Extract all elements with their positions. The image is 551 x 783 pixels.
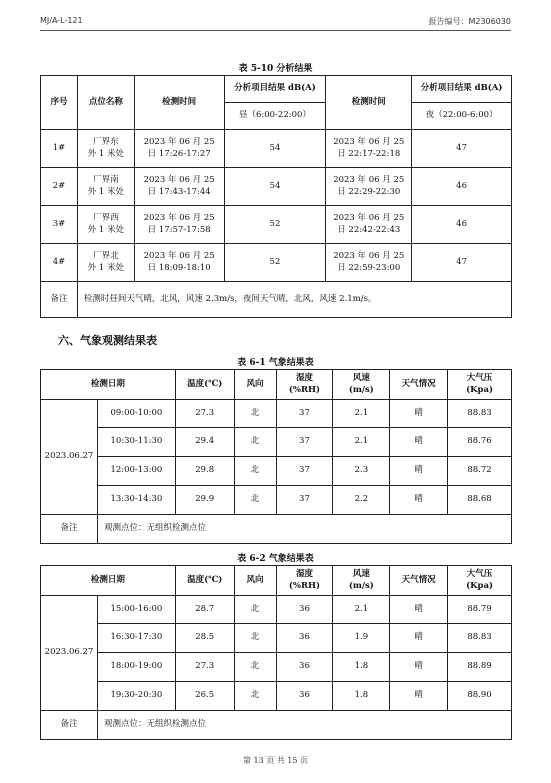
cell-night-time — [326, 168, 412, 206]
hdr-line-1: 大气压 — [466, 569, 493, 580]
point-line-2: 外 1 米处 — [87, 262, 124, 273]
cell-humidity: 37 — [276, 486, 333, 515]
page-header — [40, 14, 511, 30]
cell-temp: 29.8 — [175, 457, 234, 486]
cell-temp: 29.4 — [175, 428, 234, 457]
cell-day-value: 54 — [224, 130, 326, 168]
table-header-row — [41, 370, 512, 400]
day-period: 昼（6:00-22:00） — [224, 103, 326, 130]
hdr-line-2: (m/s) — [348, 384, 374, 395]
cell-day-time — [134, 168, 224, 206]
col-weather: 天气情况 — [390, 566, 448, 596]
hdr-line-1: 湿度 — [295, 569, 313, 580]
cell-temp: 28.5 — [175, 624, 234, 653]
hdr-line-2: (%RH) — [288, 580, 321, 591]
time-line-2: 日 22:42-22:43 — [337, 224, 401, 235]
night-period: 夜（22:00-6:00） — [412, 103, 512, 130]
note-text: 检测时昼间天气晴，北风，风速 2.3m/s，夜间天气晴，北风，风速 2.1m/s。 — [77, 282, 511, 318]
time-line-2: 日 17:57-17:58 — [147, 224, 211, 235]
cell-seq: 4# — [41, 244, 78, 282]
col-seq: 序号 — [41, 76, 78, 130]
cell-weather: 晴 — [390, 624, 448, 653]
table-6-2 — [40, 565, 512, 740]
cell-wind-speed: 2.1 — [333, 596, 390, 624]
cell-temp: 27.3 — [175, 653, 234, 682]
cell-date: 2023.06.27 — [41, 400, 98, 515]
cell-weather: 晴 — [390, 400, 448, 428]
col-result-day: 分析项目结果 dB(A) — [224, 76, 326, 103]
hdr-line-1: 风速 — [352, 373, 370, 384]
point-line-1: 厂界西 — [93, 213, 119, 224]
cell-time: 16:30-17:30 — [97, 624, 175, 653]
note-label: 备注 — [41, 282, 78, 318]
time-line-1: 2023 年 06 月 25 — [333, 213, 405, 224]
table-row — [41, 682, 512, 711]
cell-point — [77, 130, 134, 168]
cell-humidity: 37 — [276, 457, 333, 486]
cell-wind-speed: 2.1 — [333, 400, 390, 428]
cell-pressure: 88.68 — [448, 486, 512, 515]
cell-humidity: 37 — [276, 428, 333, 457]
cell-wind-speed: 2.3 — [333, 457, 390, 486]
time-line-1: 2023 年 06 月 25 — [333, 175, 405, 186]
cell-time: 09:00-10:00 — [97, 400, 175, 428]
cell-humidity: 36 — [276, 682, 333, 711]
note-text: 观测点位：无组织检测点位 — [97, 711, 511, 740]
table-6-2-caption: 表 6-2 气象结果表 — [237, 554, 314, 564]
cell-wind-speed: 1.9 — [333, 624, 390, 653]
cell-wind-speed: 1.8 — [333, 653, 390, 682]
cell-date: 2023.06.27 — [41, 596, 98, 711]
cell-wind-dir: 北 — [234, 596, 276, 624]
cell-night-time — [326, 130, 412, 168]
time-line-2: 日 22:59-23:00 — [337, 262, 401, 273]
time-line-2: 日 22:17-22:18 — [337, 148, 401, 159]
cell-wind-speed: 1.8 — [333, 682, 390, 711]
note-row — [41, 515, 512, 544]
table-header-row — [41, 76, 512, 103]
cell-night-value: 46 — [412, 168, 512, 206]
cell-wind-dir: 北 — [234, 682, 276, 711]
table-row — [41, 206, 512, 244]
hdr-line-2: (m/s) — [348, 580, 374, 591]
col-time-night: 检测时间 — [326, 76, 412, 130]
cell-weather: 晴 — [390, 596, 448, 624]
table-row — [41, 168, 512, 206]
hdr-line-1: 风速 — [352, 569, 370, 580]
cell-wind-dir: 北 — [234, 486, 276, 515]
point-line-1: 厂界东 — [93, 137, 119, 148]
cell-time: 12:00-13:00 — [97, 457, 175, 486]
hdr-line-1: 大气压 — [466, 373, 493, 384]
col-result-night: 分析项目结果 dB(A) — [412, 76, 512, 103]
time-line-2: 日 17:26-17:27 — [147, 148, 211, 159]
cell-wind-speed: 2.1 — [333, 428, 390, 457]
col-weather: 天气情况 — [390, 370, 448, 400]
cell-day-value: 54 — [224, 168, 326, 206]
time-line-1: 2023 年 06 月 25 — [143, 251, 215, 262]
table-6-1 — [40, 369, 512, 544]
hdr-line-2: (Kpa) — [466, 384, 493, 395]
cell-weather: 晴 — [390, 457, 448, 486]
col-humidity — [276, 566, 333, 596]
note-row — [41, 711, 512, 740]
table-row — [41, 457, 512, 486]
cell-pressure: 88.89 — [448, 653, 512, 682]
col-temp: 温度(℃) — [175, 370, 234, 400]
col-time-day: 检测时间 — [134, 76, 224, 130]
cell-weather: 晴 — [390, 428, 448, 457]
time-line-2: 日 17:43-17:44 — [147, 186, 211, 197]
cell-temp: 27.3 — [175, 400, 234, 428]
hdr-line-1: 湿度 — [295, 373, 313, 384]
col-humidity — [276, 370, 333, 400]
point-line-2: 外 1 米处 — [87, 148, 124, 159]
cell-pressure: 88.83 — [448, 400, 512, 428]
time-line-1: 2023 年 06 月 25 — [143, 175, 215, 186]
col-wind-dir: 风向 — [234, 370, 276, 400]
col-pressure — [448, 370, 512, 400]
cell-wind-dir: 北 — [234, 428, 276, 457]
time-line-1: 2023 年 06 月 25 — [143, 137, 215, 148]
col-wind-dir: 风向 — [234, 566, 276, 596]
cell-humidity: 36 — [276, 624, 333, 653]
point-line-2: 外 1 米处 — [87, 224, 124, 235]
cell-time: 19:30-20:30 — [97, 682, 175, 711]
cell-temp: 26.5 — [175, 682, 234, 711]
table-row — [41, 400, 512, 428]
cell-night-value: 47 — [412, 130, 512, 168]
cell-pressure: 88.83 — [448, 624, 512, 653]
table-row — [41, 624, 512, 653]
col-date: 检测日期 — [41, 566, 176, 596]
time-line-2: 日 22:29-22:30 — [337, 186, 401, 197]
note-label: 备注 — [41, 711, 98, 740]
cell-pressure: 88.79 — [448, 596, 512, 624]
header-divider — [40, 30, 511, 31]
cell-time: 15:00-16:00 — [97, 596, 175, 624]
report-number: 报告编号：M2306030 — [428, 17, 511, 26]
col-pressure — [448, 566, 512, 596]
col-wind-speed — [333, 370, 390, 400]
cell-point — [77, 206, 134, 244]
cell-day-time — [134, 206, 224, 244]
section-title: 六、气象观测结果表 — [58, 334, 157, 347]
time-line-1: 2023 年 06 月 25 — [333, 251, 405, 262]
table-row — [41, 130, 512, 168]
table-row — [41, 653, 512, 682]
cell-weather: 晴 — [390, 486, 448, 515]
table-5-10-caption: 表 5-10 分析结果 — [238, 64, 313, 74]
col-temp: 温度(℃) — [175, 566, 234, 596]
note-row — [41, 282, 512, 318]
cell-wind-speed: 2.2 — [333, 486, 390, 515]
hdr-line-2: (Kpa) — [466, 580, 493, 591]
cell-pressure: 88.72 — [448, 457, 512, 486]
col-date: 检测日期 — [41, 370, 176, 400]
time-line-1: 2023 年 06 月 25 — [143, 213, 215, 224]
cell-day-value: 52 — [224, 244, 326, 282]
note-text: 观测点位：无组织检测点位 — [97, 515, 511, 544]
cell-pressure: 88.90 — [448, 682, 512, 711]
cell-temp: 29.9 — [175, 486, 234, 515]
time-line-2: 日 18:09-18:10 — [147, 262, 211, 273]
cell-wind-dir: 北 — [234, 653, 276, 682]
col-wind-speed — [333, 566, 390, 596]
cell-night-value: 46 — [412, 206, 512, 244]
point-line-1: 厂界南 — [93, 175, 119, 186]
cell-seq: 3# — [41, 206, 78, 244]
point-line-2: 外 1 米处 — [87, 186, 124, 197]
note-label: 备注 — [41, 515, 98, 544]
cell-point — [77, 168, 134, 206]
doc-code: MJ/A-L-121 — [40, 16, 83, 25]
hdr-line-2: (%RH) — [288, 384, 321, 395]
cell-day-time — [134, 244, 224, 282]
table-header-row — [41, 566, 512, 596]
cell-wind-dir: 北 — [234, 457, 276, 486]
table-row — [41, 428, 512, 457]
col-point: 点位名称 — [77, 76, 134, 130]
point-line-1: 厂界北 — [93, 251, 119, 262]
cell-wind-dir: 北 — [234, 624, 276, 653]
page-number: 第 13 页 共 15 页 — [242, 756, 309, 765]
time-line-1: 2023 年 06 月 25 — [333, 137, 405, 148]
cell-night-value: 47 — [412, 244, 512, 282]
cell-weather: 晴 — [390, 653, 448, 682]
table-row — [41, 244, 512, 282]
cell-humidity: 36 — [276, 596, 333, 624]
cell-time: 10:30-11:30 — [97, 428, 175, 457]
cell-time: 13:30-14:30 — [97, 486, 175, 515]
cell-day-time — [134, 130, 224, 168]
cell-humidity: 36 — [276, 653, 333, 682]
cell-point — [77, 244, 134, 282]
cell-seq: 2# — [41, 168, 78, 206]
cell-weather: 晴 — [390, 682, 448, 711]
cell-wind-dir: 北 — [234, 400, 276, 428]
cell-night-time — [326, 206, 412, 244]
table-row — [41, 596, 512, 624]
cell-night-time — [326, 244, 412, 282]
cell-humidity: 37 — [276, 400, 333, 428]
cell-pressure: 88.76 — [448, 428, 512, 457]
table-6-1-caption: 表 6-1 气象结果表 — [237, 358, 314, 368]
cell-time: 18:00-19:00 — [97, 653, 175, 682]
cell-seq: 1# — [41, 130, 78, 168]
table-5-10 — [40, 75, 512, 318]
table-row — [41, 486, 512, 515]
cell-day-value: 52 — [224, 206, 326, 244]
cell-temp: 28.7 — [175, 596, 234, 624]
